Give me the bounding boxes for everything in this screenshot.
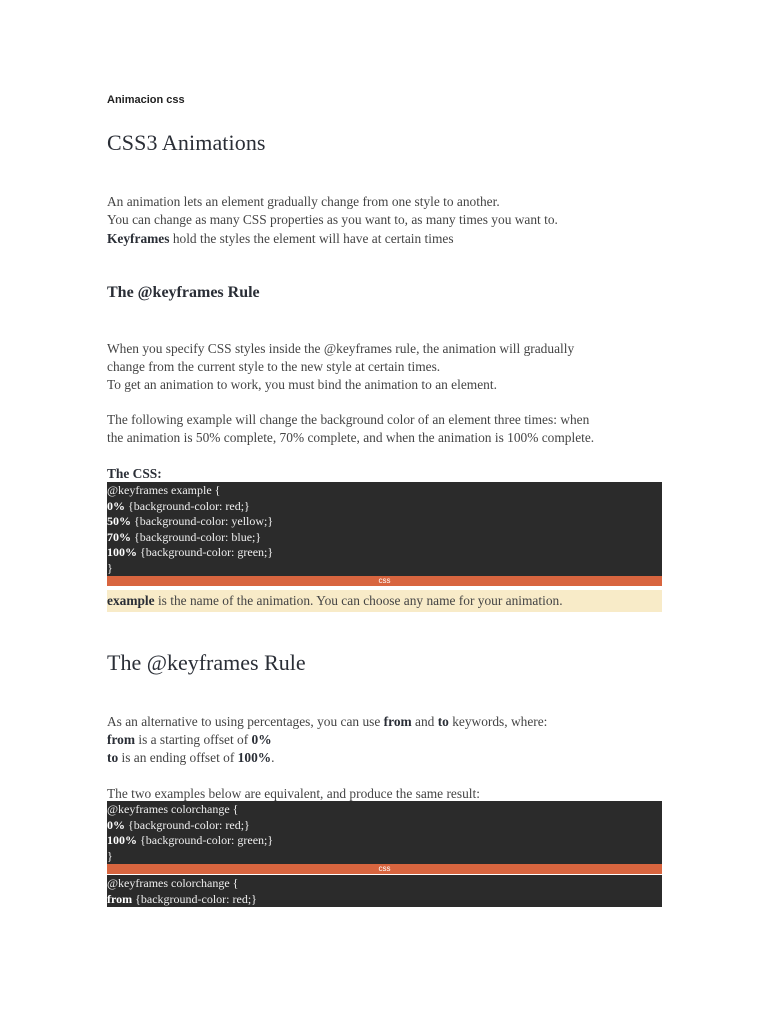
code-line: 100% {background-color: green;}: [107, 833, 274, 848]
intro-line-3: [107, 230, 454, 248]
code-line: }: [107, 560, 113, 575]
intro-line-1: An animation lets an element gradually change from one style to another.: [107, 194, 500, 209]
section-heading-keyframes-2: The @keyframes Rule: [107, 650, 306, 675]
code-line: 100% {background-color: green;}: [107, 545, 274, 560]
document-small-title: Animacion css: [107, 94, 185, 106]
css-label: The CSS:: [107, 466, 162, 481]
code-language-bar: css: [107, 576, 662, 586]
section2-line-2: from is a starting offset of 0%: [107, 732, 272, 747]
code-line: 70% {background-color: blue;}: [107, 529, 262, 544]
code-language-bar-2: css: [107, 864, 662, 874]
code-line: @keyframes example {: [107, 483, 221, 497]
section1-example-line-2: the animation is 50% complete, 70% complete, and when the animation is 100% complete.: [107, 430, 595, 445]
note-term: example: [107, 593, 155, 608]
page-title: CSS3 Animations: [107, 130, 266, 155]
section-heading-keyframes: The @keyframes Rule: [107, 284, 260, 301]
section1-paragraph-line-1: When you specify CSS styles inside the @keyframes rule, the animation will gradually: [107, 341, 575, 356]
code-block-example: [107, 482, 662, 576]
section1-paragraph-line-3: To get an animation to work, you must bind the animation to an element.: [107, 377, 497, 392]
section2-line-4: The two examples below are equivalent, and produce the same result:: [107, 786, 480, 801]
section2-line-3: to is an ending offset of 100%.: [107, 750, 275, 765]
section1-paragraph-line-2: change from the current style to the new style at certain times.: [107, 359, 441, 374]
code-line: 0% {background-color: red;}: [107, 817, 250, 832]
intro-line-2: You can change as many CSS properties as you want to, as many times you want to.: [107, 212, 558, 227]
code-line: @keyframes colorchange {: [107, 876, 239, 890]
code-line: }: [107, 848, 113, 863]
section2-line-1: As an alternative to using percentages, you can use from and to keywords, where:: [107, 714, 548, 729]
keyframes-term: Keyframes: [107, 231, 170, 246]
code-block-percentages: [107, 801, 662, 864]
section1-example-line-1: The following example will change the background color of an element three times: when: [107, 412, 590, 427]
code-line: from {background-color: red;}: [107, 891, 257, 906]
code-line: @keyframes colorchange {: [107, 802, 239, 816]
intro-line-3-text: hold the styles the element will have at certain times: [169, 231, 454, 246]
note-box: [107, 590, 662, 612]
note-text: is the name of the animation. You can choose any name for your animation.: [154, 593, 563, 608]
code-block-from-to: [107, 875, 662, 907]
code-line: 50% {background-color: yellow;}: [107, 514, 274, 529]
code-line: 0% {background-color: red;}: [107, 498, 250, 513]
